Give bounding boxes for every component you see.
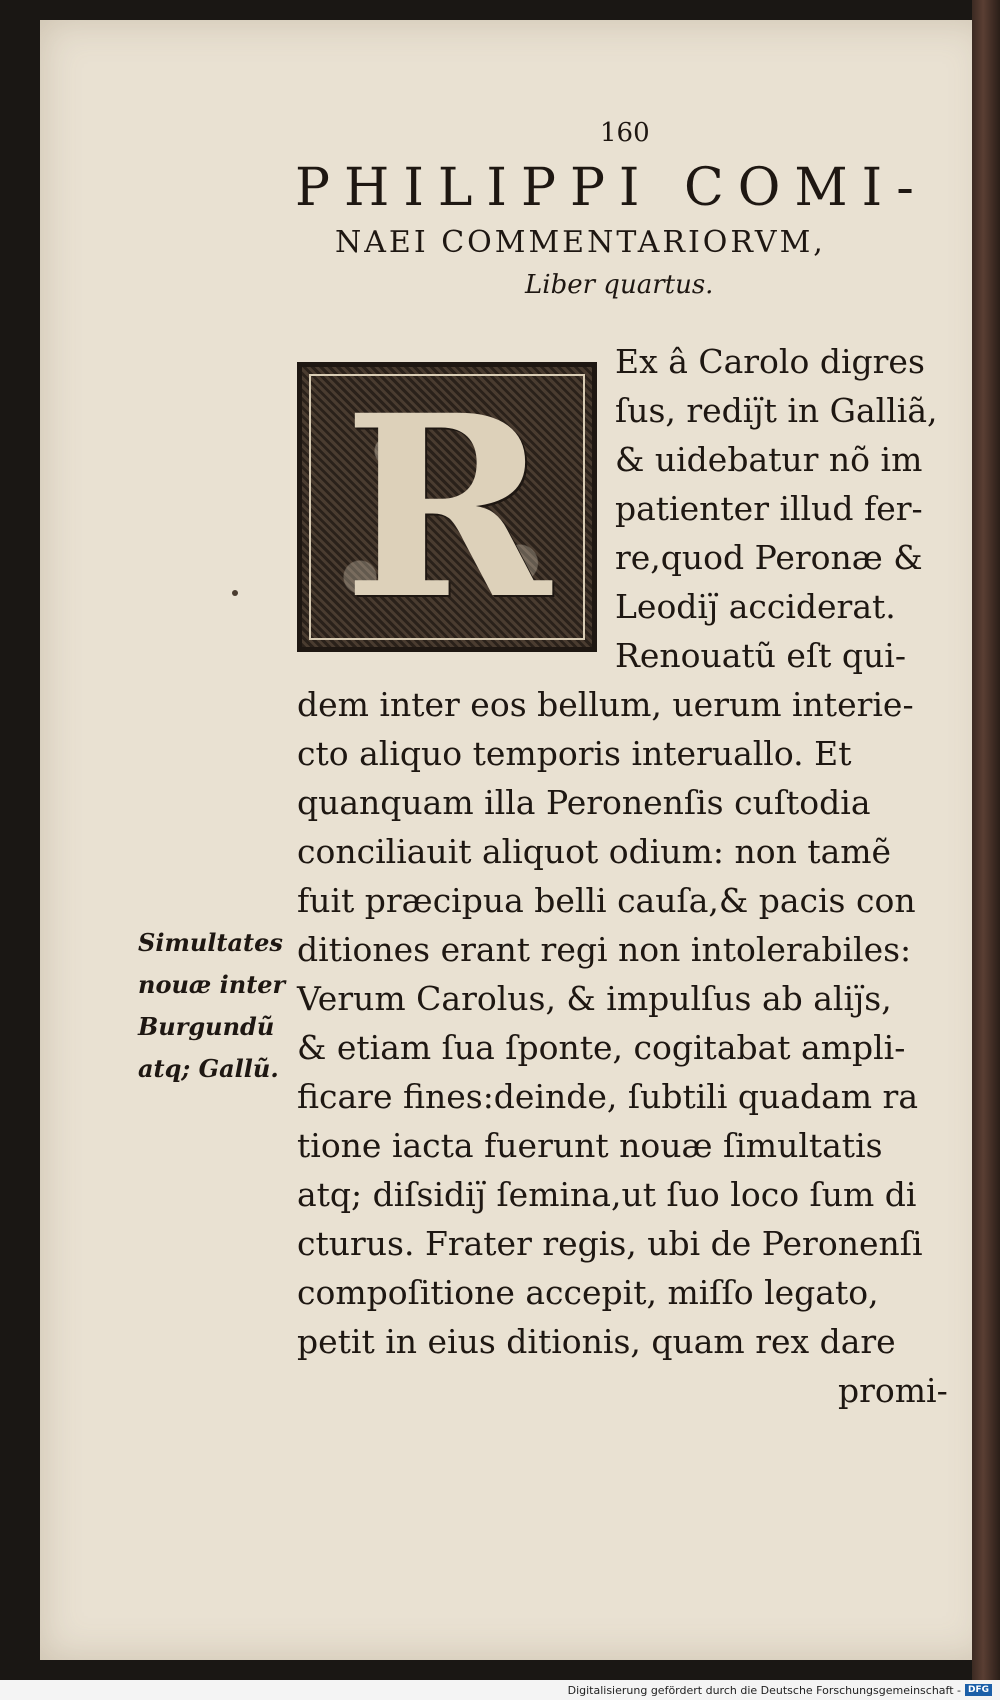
text-line: & etiam ſua ſponte, cogitabat ampli- xyxy=(297,1028,906,1067)
text-line: & uidebatur nõ im xyxy=(615,440,923,479)
text-line: petit in eius ditionis, quam rex dare xyxy=(297,1322,896,1361)
text-line: Leodiȷ̈ acciderat. xyxy=(615,587,896,626)
text-line: dem inter eos bellum, uerum interie- xyxy=(297,685,914,724)
text-line: compoſitione accepit, miſſo legato, xyxy=(297,1273,879,1312)
margin-note: Burgundũ xyxy=(138,1012,275,1041)
margin-note: Simultates xyxy=(138,928,283,957)
text-line: Renouatũ eſt qui- xyxy=(615,636,907,675)
ink-speck xyxy=(232,590,238,596)
text-line: Verum Carolus, & impulſus ab aliȷ̈s, xyxy=(297,979,892,1018)
text-line: Ex â Carolo digres xyxy=(615,342,925,381)
title-line-1: PHILIPPI COMI- xyxy=(295,158,928,218)
text-line: conciliauit aliquot odium: non tamẽ xyxy=(297,832,892,871)
decorated-initial-letter: R xyxy=(343,360,551,654)
book-edge xyxy=(972,0,1000,1680)
text-line: re,quod Peronæ & xyxy=(615,538,923,577)
title-line-2: NAEI COMMENTARIORVM, xyxy=(335,225,826,260)
text-line: patienter illud fer- xyxy=(615,489,923,528)
text-line: atq; diſsidiȷ̈ ſemina,ut ſuo loco ſum di xyxy=(297,1175,917,1214)
text-line: fuit præcipua belli cauſa,& pacis con xyxy=(297,881,916,920)
text-line: quanquam illa Peronenſis cuſtodia xyxy=(297,783,871,822)
text-line: cto aliquo temporis interuallo. Et xyxy=(297,734,852,773)
decorated-initial xyxy=(297,362,597,652)
title-line-3: Liber quartus. xyxy=(525,270,714,300)
text-line: ditiones erant regi non intolerabiles: xyxy=(297,930,912,969)
page-number: 160 xyxy=(600,118,650,148)
text-line: ſus, rediȷ̈t in Galliã, xyxy=(615,391,938,430)
footer-credit-text: Digitalisierung gefördert durch die Deutsche Forschungsgemeinschaft - xyxy=(567,1683,961,1697)
margin-note: nouæ inter xyxy=(138,970,286,999)
decorated-initial-frame xyxy=(309,360,585,654)
catchword: promi- xyxy=(838,1371,948,1410)
text-line: tione iacta fuerunt nouæ ſimultatis xyxy=(297,1126,883,1165)
footer-credit-bar xyxy=(0,1680,1000,1700)
text-line: cturus. Frater regis, ubi de Peronenſi xyxy=(297,1224,923,1263)
text-line: ficare fines:deinde, ſubtili quadam ra xyxy=(297,1077,918,1116)
dfg-logo: DFG xyxy=(965,1684,992,1696)
margin-note: atq; Gallũ. xyxy=(138,1054,279,1083)
